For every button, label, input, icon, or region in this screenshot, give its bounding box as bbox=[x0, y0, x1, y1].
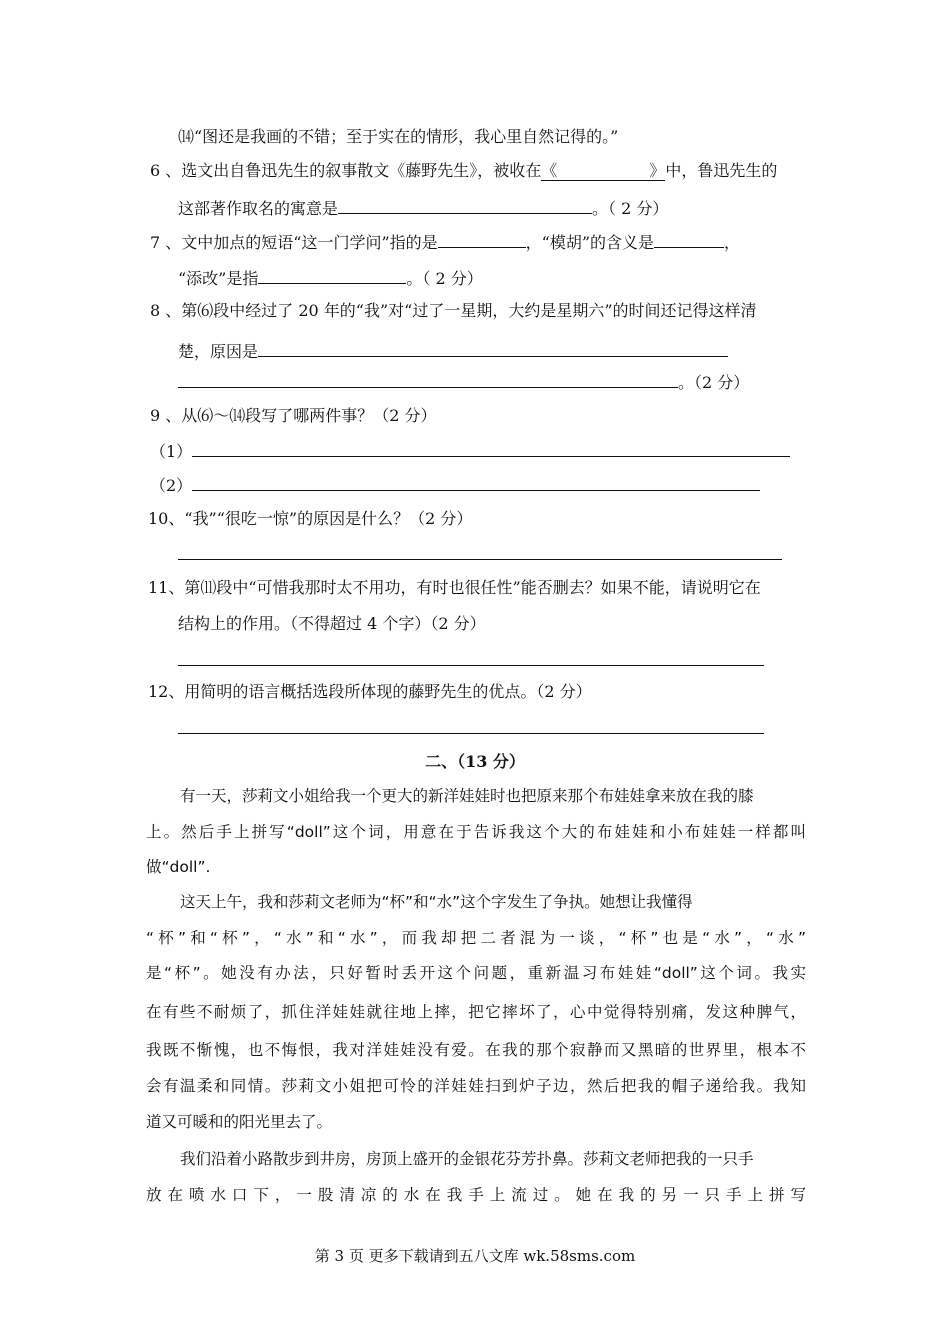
book-close-mark: 》 bbox=[649, 161, 666, 180]
passage-line-9: 会有温柔和同情。莎莉文小姐把可怜的洋娃娃扫到炉子边，然后把我的帽子递给我。我知 bbox=[146, 1077, 806, 1095]
tiangai-blank[interactable] bbox=[258, 268, 406, 284]
passage-line-5: “杯”和“杯”，“水”和“水”，而我却把二者混为一谈，“杯”也是“水”，“水” bbox=[146, 929, 806, 947]
question-7-tiangai-label: “添改”是指 bbox=[178, 269, 259, 288]
answer-line-10[interactable] bbox=[178, 559, 782, 560]
question-9-item-2 bbox=[150, 475, 760, 496]
reason-blank-2[interactable] bbox=[178, 372, 678, 388]
answer-line-12[interactable] bbox=[178, 733, 764, 734]
question-7-text-mid: ，“模胡”的含义是 bbox=[525, 233, 655, 252]
answer-blank-1[interactable] bbox=[192, 441, 790, 457]
answer-blank-2[interactable] bbox=[192, 475, 760, 491]
question-10: 10、“我”“很吃一惊”的原因是什么？（2 分） bbox=[148, 509, 473, 528]
question-8-line3 bbox=[178, 372, 749, 393]
question-6-text-end: 中，鲁迅先生的 bbox=[665, 161, 778, 180]
question-6-text: 6 、选文出自鲁迅先生的叙事散文《藤野先生》，被收在 bbox=[150, 161, 542, 180]
passage-line-8: 我既不惭愧，也不悔恨，我对洋娃娃没有爱。在我的那个寂静而又黑暗的世界里，根本不 bbox=[146, 1041, 806, 1059]
passage-line-2: 上。然后手上拼写“doll”这个词，用意在于告诉我这个大的布娃娃和小布娃娃一样都叫 bbox=[146, 823, 806, 841]
item-1-label: （1） bbox=[150, 442, 193, 461]
quote-14: ⒁“图还是我画的不错；至于实在的情形，我心里自然记得的。” bbox=[178, 127, 619, 146]
question-8-line1: 8 、第⑹段中经过了 20 年的“我”对“过了一星期，大约是星期六”的时间还记得这样清 bbox=[150, 301, 757, 320]
question-6-score: 。（ 2 分） bbox=[592, 199, 669, 218]
question-6-line2 bbox=[178, 198, 668, 219]
xuewen-blank[interactable] bbox=[438, 232, 526, 248]
reason-blank-1[interactable] bbox=[258, 341, 728, 357]
question-6-line1 bbox=[150, 161, 777, 181]
question-6-meaning-label: 这部著作取名的寓意是 bbox=[178, 199, 339, 218]
question-7-comma: ， bbox=[724, 233, 741, 252]
passage-line-12: 放在喷水口下，一股清凉的水在我手上流过。她在我的另一只手上拼写 bbox=[146, 1186, 806, 1204]
section-2-heading: 二、（13 分） bbox=[425, 752, 525, 771]
question-9-item-1 bbox=[150, 441, 790, 462]
book-open-mark: 《 bbox=[541, 161, 558, 180]
passage-line-6: 是“杯”。她没有办法，只好暂时丢开这个问题，重新温习布娃娃“doll”这个词。我实 bbox=[146, 964, 806, 982]
book-title-blank[interactable] bbox=[541, 161, 665, 181]
question-7-text: 7 、文中加点的短语“这一门学问”指的是 bbox=[150, 233, 438, 252]
question-7-line1 bbox=[150, 232, 740, 253]
question-7-line2 bbox=[178, 268, 483, 289]
passage-line-7: 在有些不耐烦了，抓住洋娃娃就往地上摔，把它摔坏了，心中觉得特别痛，发这种脾气， bbox=[146, 1003, 806, 1021]
passage-line-11: 我们沿着小路散步到井房，房顶上盛开的金银花芬芳扑鼻。莎莉文老师把我的一只手 bbox=[180, 1150, 754, 1168]
question-8-reason-label: 楚，原因是 bbox=[178, 342, 259, 361]
answer-line-11[interactable] bbox=[178, 665, 764, 666]
passage-line-3: 做“doll”. bbox=[146, 858, 211, 876]
question-9: 9 、从⑹～⒁段写了哪两件事？（2 分） bbox=[150, 406, 437, 425]
question-11-line2: 结构上的作用。（不得超过 4 个字）（2 分） bbox=[178, 614, 486, 633]
question-7-score: 。（ 2 分） bbox=[406, 269, 483, 288]
page-footer: 第 3 页 更多下载请到五八文库 wk.58sms.com bbox=[314, 1247, 636, 1265]
passage-line-4: 这天上午，我和莎莉文老师为“杯”和“水”这个字发生了争执。她想让我懂得 bbox=[180, 893, 693, 911]
question-8-line2 bbox=[178, 341, 728, 362]
item-2-label: （2） bbox=[150, 476, 193, 495]
question-8-score: 。（2 分） bbox=[678, 373, 750, 392]
passage-line-1: 有一天，莎莉文小姐给我一个更大的新洋娃娃时也把原来那个布娃娃拿来放在我的膝 bbox=[180, 787, 754, 805]
passage-line-10: 道又可暖和的阳光里去了。 bbox=[146, 1113, 333, 1131]
mohu-blank[interactable] bbox=[654, 232, 724, 248]
question-11-line1: 11、第⑾段中“可惜我那时太不用功，有时也很任性”能否删去？如果不能，请说明它在 bbox=[148, 578, 761, 597]
meaning-blank[interactable] bbox=[338, 198, 592, 214]
question-12: 12、用简明的语言概括选段所体现的藤野先生的优点。（2 分） bbox=[148, 682, 592, 701]
